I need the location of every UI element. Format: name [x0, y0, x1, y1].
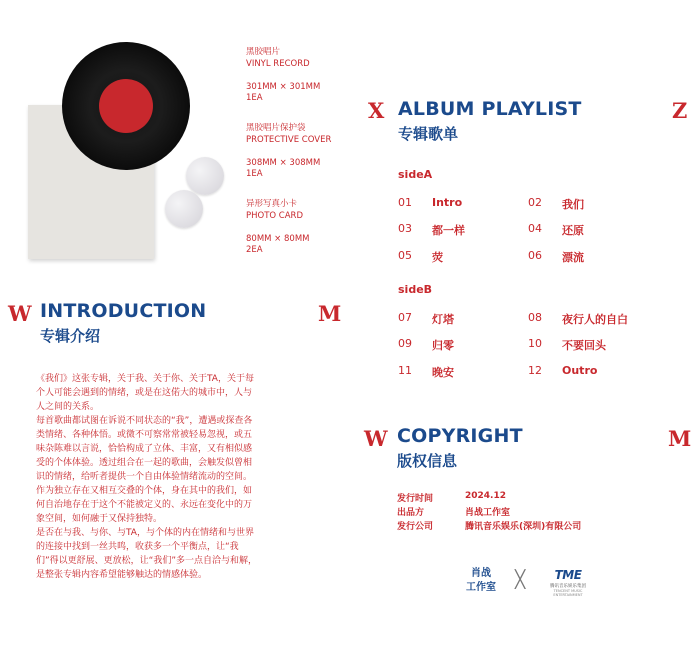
copyright-row-release-date: 发行时间 2024.12 [397, 491, 506, 504]
studio-logo: 肖战 工作室 [466, 568, 496, 593]
intro-body [36, 372, 258, 582]
side-b-label: sideB [398, 283, 433, 296]
photo-card-image [165, 190, 203, 228]
track-row: 11 晚安 [398, 364, 454, 379]
spec-cover: 黑胶唱片保护袋 PROTECTIVE COVER 308MM × 308MM 1EA [246, 123, 332, 179]
copyright-right-letter: M [668, 426, 692, 451]
intro-paragraph: 每首歌曲都试图在诉说不同状态的“我”，遭遇或探查各类情绪、各种体悟。或微不可察常常被轻易忽视，或五味杂陈难以言说，恰恰构成了立体、丰富，又有相似感受的个体体验。透过组合在一起的歌曲，会触发似曾相识的情绪，给听者提供一个自由体验情绪流动的空间。 [36, 416, 253, 482]
vinyl-center-label [99, 79, 153, 133]
copyright-row-publisher: 发行公司 腾讯音乐娱乐(深圳)有限公司 [397, 522, 582, 532]
copyright-row-producer: 出品方 肖战工作室 [397, 508, 511, 518]
tme-logo: TME 腾讯音乐娱乐集团 TENCENT MUSIC ENTERTAINMENT [550, 568, 586, 597]
spec-photo-card: 异形写真小卡 PHOTO CARD 80MM × 80MM 2EA [246, 199, 310, 255]
track-row: 01 Intro [398, 196, 463, 209]
photo-card-image [186, 157, 224, 195]
intro-title-en: INTRODUCTION [40, 300, 207, 322]
playlist-left-letter: X [368, 98, 385, 123]
track-row: 05 荧 [398, 249, 443, 264]
spec-vinyl: 黑胶唱片 VINYL RECORD 301MM × 301MM 1EA [246, 47, 321, 103]
track-row: 09 归零 [398, 337, 454, 352]
playlist-right-letter: Z [672, 98, 688, 123]
intro-title-cn: 专辑介绍 [40, 327, 101, 345]
track-row: 04 还原 [528, 222, 584, 237]
intro-paragraph: 《我们》这张专辑，关于我、关于你、关于TA，关于每个人可能会遇到的情绪，或是在这偌大的城市中，人与人之间的关系。 [36, 374, 254, 412]
track-row: 07 灯塔 [398, 311, 454, 326]
intro-left-letter: W [8, 301, 32, 326]
playlist-title-en: ALBUM PLAYLIST [398, 98, 582, 120]
intro-paragraph: 作为独立存在又相互交叠的个体，身在其中的我们，如何自治地存在于这个不能被定义的、永远在变化中的万象空间，如何融于又保持独特。 [36, 486, 253, 524]
track-row: 02 我们 [528, 196, 584, 211]
track-row: 08 夜行人的自白 [528, 311, 628, 326]
intro-paragraph: 是否在与我、与你、与TA，与个体的内在情绪和与世界的连接中找到一丝共鸣，收获多一个平衡点，让“我们”得以更舒展、更放松，让“我们”多一点自洽与和解，是整张专辑内容希望能够触达的情感体验。 [36, 528, 257, 580]
track-row: 03 都一样 [398, 222, 465, 237]
intro-right-letter: M [318, 301, 342, 326]
side-a-label: sideA [398, 168, 433, 181]
track-row: 06 漂流 [528, 249, 584, 264]
copyright-title-cn: 版权信息 [397, 452, 458, 470]
playlist-title-cn: 专辑歌单 [398, 125, 459, 143]
track-row: 12 Outro [528, 364, 598, 377]
track-row: 10 不要回头 [528, 337, 606, 352]
copyright-title-en: COPYRIGHT [397, 425, 523, 447]
cross-separator-icon: ╳ [515, 570, 526, 590]
copyright-left-letter: W [364, 426, 388, 451]
